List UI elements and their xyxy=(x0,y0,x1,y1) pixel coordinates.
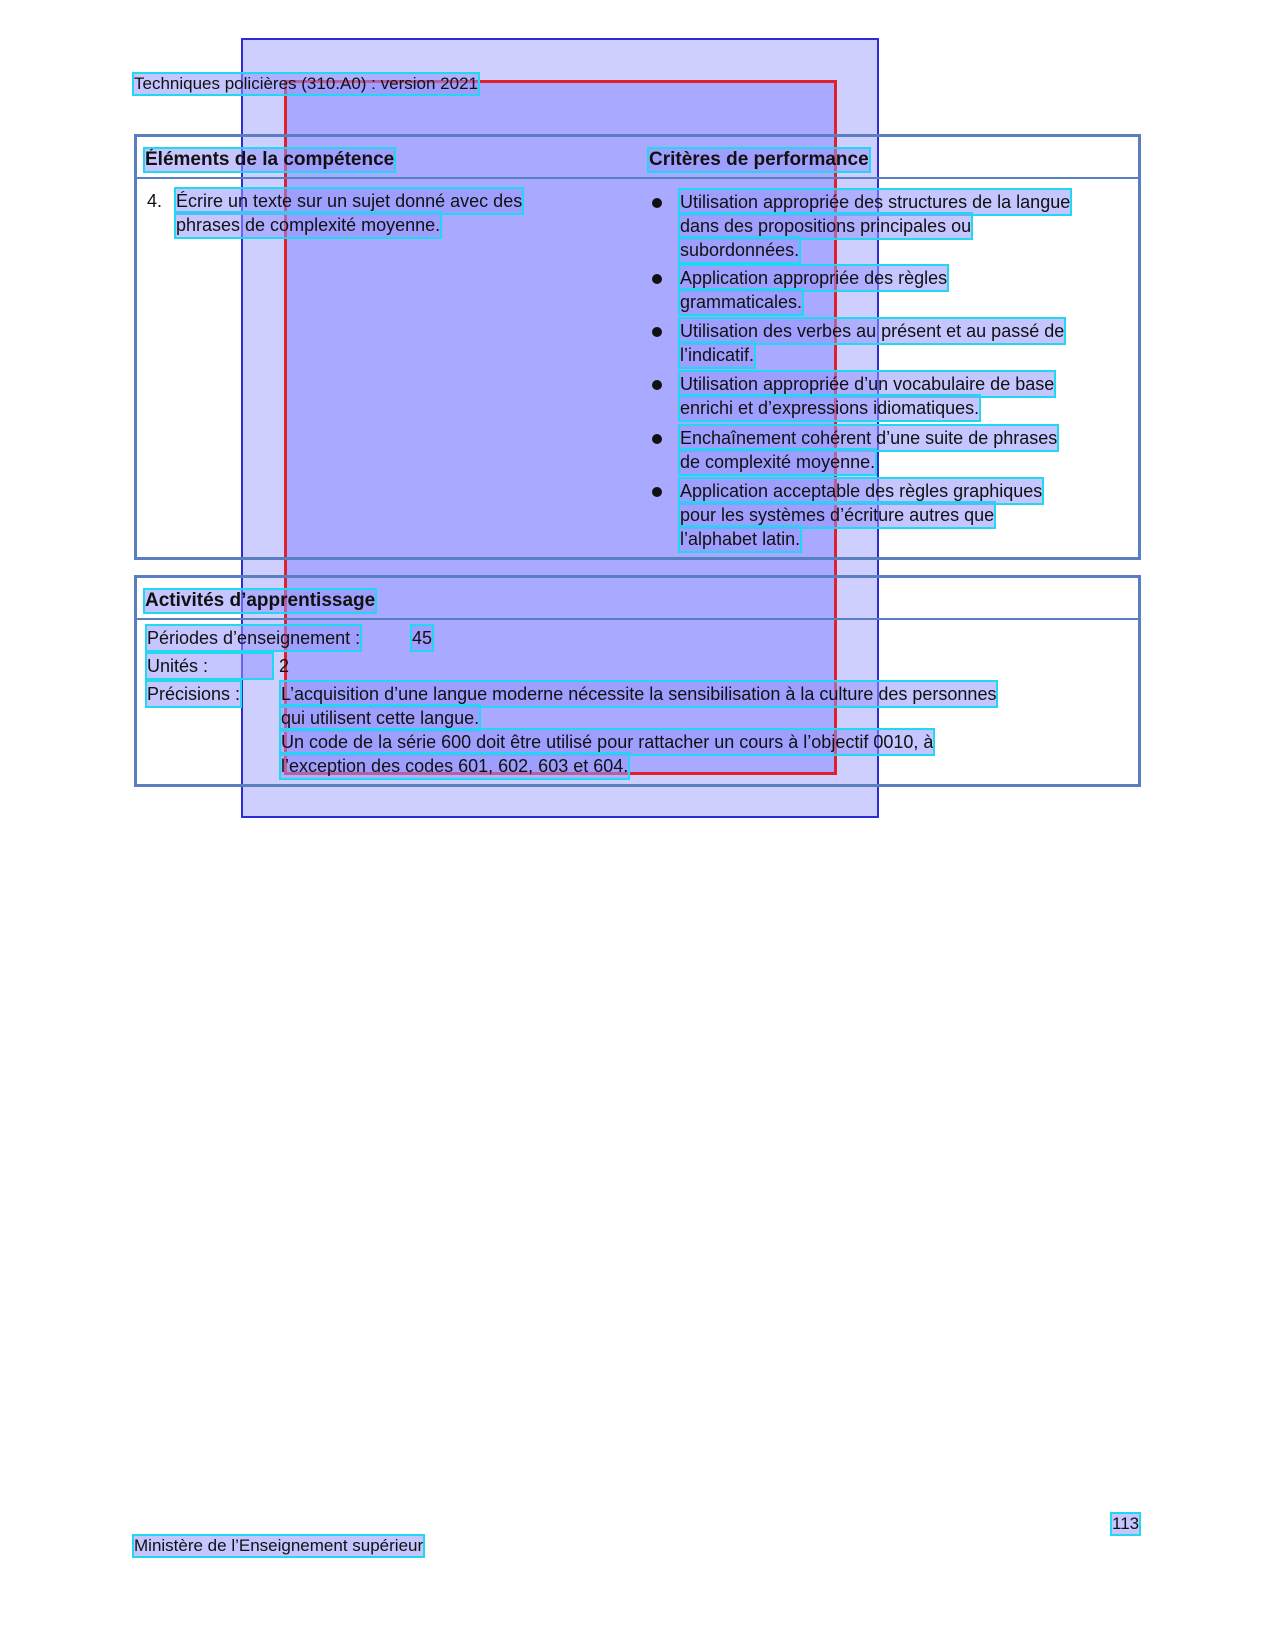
element-line: phrases de complexité moyenne. xyxy=(176,215,441,235)
page-header-title: Techniques policières (310.A0) : version 2021 xyxy=(134,74,478,93)
footer-ministry: Ministère de l’Enseignement supérieur xyxy=(134,1536,424,1555)
page-number: 113 xyxy=(1112,1514,1140,1533)
column-title-criteres: Critères de performance xyxy=(649,149,869,170)
criterion-line: subordonnées. xyxy=(680,240,800,260)
competence-table-header xyxy=(137,137,1138,179)
column-title-elements: Éléments de la compétence xyxy=(145,149,395,170)
element-number: 4. xyxy=(147,191,163,211)
criterion-line: Utilisation appropriée des structures de la langue xyxy=(680,192,1071,212)
competence-table xyxy=(134,134,1141,560)
bullet-icon xyxy=(652,327,662,337)
precisions-label: Précisions : xyxy=(147,684,241,704)
bullet-icon xyxy=(652,380,662,390)
activites-table-header xyxy=(137,578,1138,620)
criterion-line: Enchaînement cohérent d’une suite de phrases xyxy=(680,428,1058,448)
criterion-line: pour les systèmes d’écriture autres que xyxy=(680,505,995,525)
precisions-line: L’acquisition d’une langue moderne nécessite la sensibilisation à la culture des personnes xyxy=(281,684,997,704)
criterion-line: Application appropriée des règles xyxy=(680,268,948,288)
activites-table xyxy=(134,575,1141,787)
precisions-line: Un code de la série 600 doit être utilisé pour rattacher un cours à l’objectif 0010, à xyxy=(281,732,934,752)
criterion-line: Utilisation des verbes au présent et au passé de xyxy=(680,321,1065,341)
bullet-icon xyxy=(652,487,662,497)
activites-title: Activités d’apprentissage xyxy=(145,590,376,611)
criterion-line: dans des propositions principales ou xyxy=(680,216,972,236)
criterion-line: Utilisation appropriée d’un vocabulaire de base xyxy=(680,374,1055,394)
bullet-icon xyxy=(652,198,662,208)
unites-value: 2 xyxy=(279,656,290,676)
periodes-value: 45 xyxy=(412,628,433,648)
criterion-line: Application acceptable des règles graphiques xyxy=(680,481,1043,501)
criterion-line: l’indicatif. xyxy=(680,345,755,365)
bullet-icon xyxy=(652,434,662,444)
criterion-line: l’alphabet latin. xyxy=(680,529,801,549)
criterion-line: grammaticales. xyxy=(680,292,803,312)
unites-label: Unités : xyxy=(147,654,272,678)
periodes-label: Périodes d’enseignement : xyxy=(147,628,361,648)
criterion-line: de complexité moyenne. xyxy=(680,452,876,472)
bullet-icon xyxy=(652,274,662,284)
precisions-line: qui utilisent cette langue. xyxy=(281,708,480,728)
element-line: Écrire un texte sur un sujet donné avec des xyxy=(176,191,523,211)
criterion-line: enrichi et d’expressions idiomatiques. xyxy=(680,398,980,418)
precisions-line: l’exception des codes 601, 602, 603 et 604. xyxy=(281,756,629,776)
